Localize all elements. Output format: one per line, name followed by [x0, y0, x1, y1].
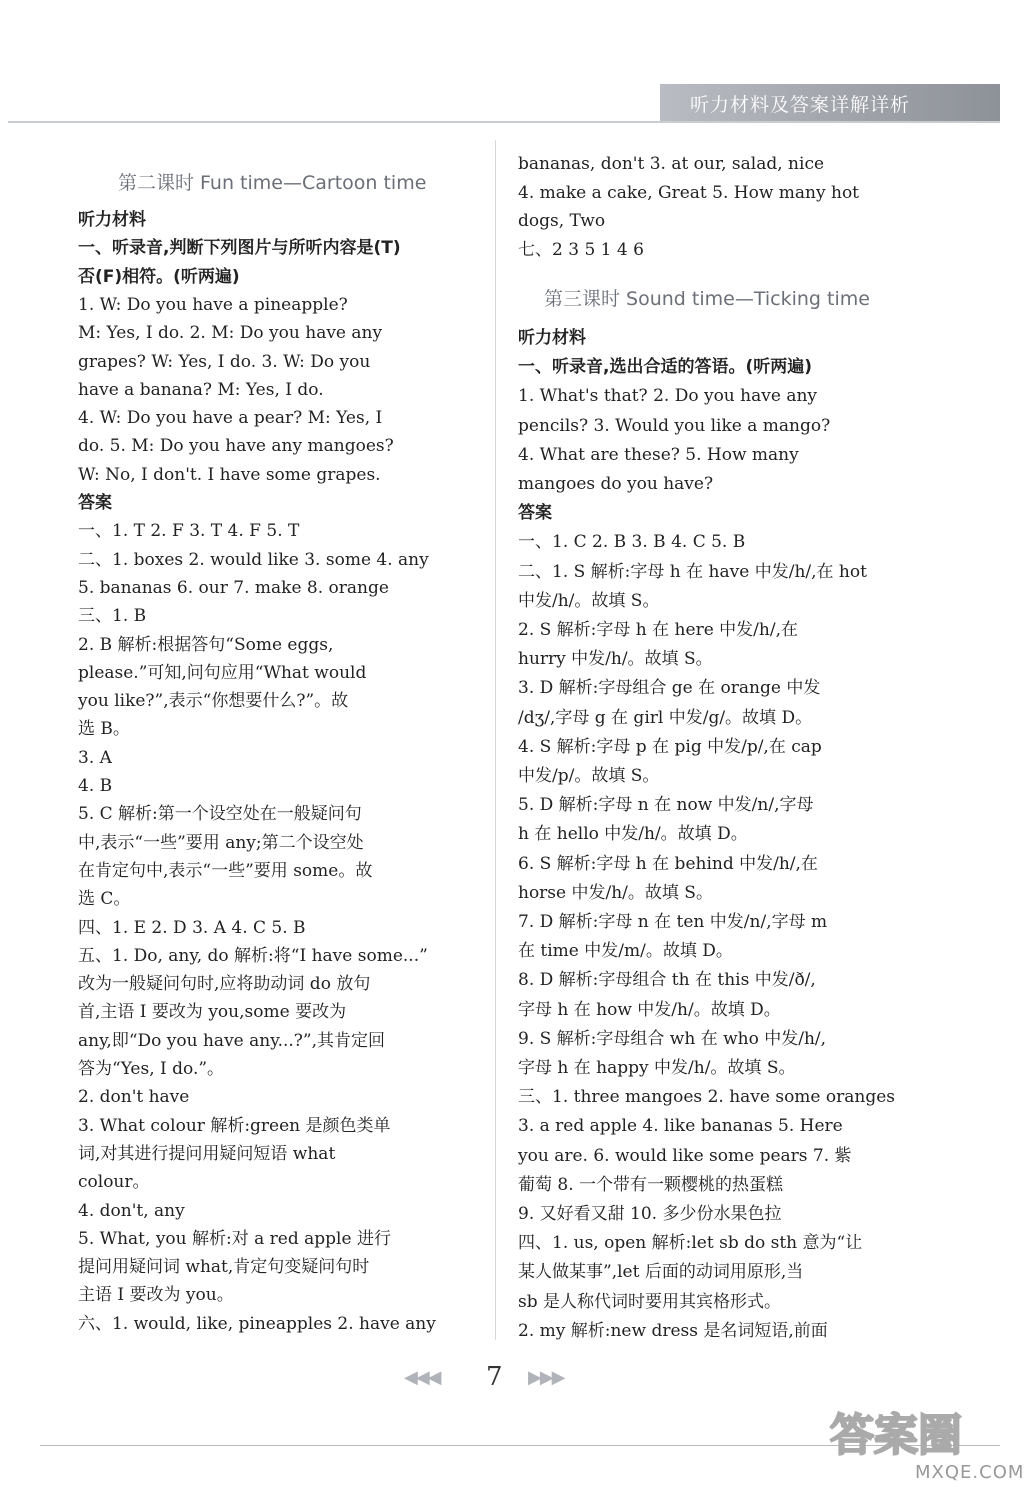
section-title-lesson-2: 第二课时 Fun time—Cartoon time [118, 172, 427, 194]
watermark-site: MXQE.COM [915, 1462, 1024, 1483]
left-text-line: 1. W: Do you have a pineapple? [78, 294, 348, 315]
left-text-line: 二、1. boxes 2. would like 3. some 4. any [78, 549, 429, 570]
left-text-line: 答为“Yes, I do.”。 [78, 1059, 225, 1079]
right-text-line: 在 time 中发/m/。故填 D。 [518, 941, 733, 962]
right-top-text-line: 4. make a cake, Great 5. How many hot [518, 182, 860, 203]
left-text-line: 一、听录音,判断下列图片与所听内容是(T) [78, 238, 401, 259]
right-text-line: 三、1. three mangoes 2. have some oranges [518, 1087, 895, 1108]
right-text-line: 6. S 解析:字母 h 在 behind 中发/h/,在 [518, 853, 818, 874]
right-text-line: h 在 hello 中发/h/。故填 D。 [518, 824, 748, 845]
right-text-line: 9. S 解析:字母组合 wh 在 who 中发/h/, [518, 1028, 827, 1049]
left-text-line: please.”可知,问句应用“What would [78, 662, 367, 683]
left-text-line: 5. What, you 解析:对 a red apple 进行 [78, 1228, 391, 1249]
right-text-line: 5. D 解析:字母 n 在 now 中发/n/,字母 [518, 795, 814, 816]
left-text-line: you like?”,表示“你想要什么?”。故 [78, 691, 349, 712]
left-text-line: 三、1. B [78, 606, 147, 627]
right-text-line: 一、听录音,选出合适的答语。(听两遍) [518, 357, 812, 378]
left-text-line: 四、1. E 2. D 3. A 4. C 5. B [78, 917, 306, 938]
right-text-line: /dʒ/,字母 g 在 girl 中发/g/。故填 D。 [518, 707, 813, 728]
left-text-line: do. 5. M: Do you have any mangoes? [78, 436, 394, 457]
left-text-line: 4. W: Do you have a pear? M: Yes, I [78, 408, 383, 429]
page-number: 7 [486, 1362, 503, 1392]
right-text-line: 中发/h/。故填 S。 [518, 590, 660, 611]
left-text-line: 4. B [78, 776, 113, 796]
left-text-line: 答案 [78, 493, 112, 513]
right-top-text-line: bananas, don't 3. at our, salad, nice [518, 154, 825, 174]
left-text-line: 选 B。 [78, 719, 130, 740]
right-text-line: 一、1. C 2. B 3. B 4. C 5. B [518, 532, 746, 553]
right-top-text-line: 七、2 3 5 1 4 6 [518, 239, 644, 260]
left-text-line: 主语 I 要改为 you。 [78, 1285, 234, 1306]
right-text-line: 二、1. S 解析:字母 h 在 have 中发/h/,在 hot [518, 561, 867, 582]
left-text-line: 3. What colour 解析:green 是颜色类单 [78, 1115, 391, 1136]
right-top-text-line: dogs, Two [518, 211, 606, 231]
right-text-line: sb 是人称代词时要用其宾格形式。 [518, 1291, 782, 1312]
right-text-line: 字母 h 在 how 中发/h/。故填 D。 [518, 999, 781, 1020]
left-text-line: 选 C。 [78, 889, 131, 910]
right-text-line: 8. D 解析:字母组合 th 在 this 中发/ð/, [518, 970, 816, 991]
header-divider [8, 121, 1000, 123]
right-text-line: 3. a red apple 4. like bananas 5. Here [518, 1116, 843, 1137]
left-text-line: 2. B 解析:根据答句“Some eggs, [78, 634, 334, 655]
column-divider [495, 140, 496, 1340]
section-title-lesson-3: 第三课时 Sound time—Ticking time [544, 288, 870, 310]
right-text-line: 字母 h 在 happy 中发/h/。故填 S。 [518, 1058, 796, 1078]
left-text-line: W: No, I don't. I have some grapes. [78, 464, 381, 485]
right-text-line: horse 中发/h/。故填 S。 [518, 882, 713, 903]
right-text-line: 某人做某事”,let 后面的动词用原形,当 [518, 1262, 804, 1283]
left-text-line: grapes? W: Yes, I do. 3. W: Do you [78, 351, 371, 372]
left-text-line: 改为一般疑问句时,应将助动词 do 放句 [78, 974, 371, 995]
right-text-line: 中发/p/。故填 S。 [518, 766, 660, 786]
right-text-line: you are. 6. would like some pears 7. 紫 [518, 1145, 852, 1166]
left-text-line: 首,主语 I 要改为 you,some 要改为 [78, 1002, 347, 1023]
left-text-line: 3. A [78, 747, 112, 768]
right-text-line: 葡萄 8. 一个带有一颗樱桃的热蛋糕 [518, 1174, 784, 1195]
left-text-line: 2. don't have [78, 1087, 190, 1108]
watermark-logo [820, 1400, 990, 1470]
left-text-line: 词,对其进行提问用疑问短语 what [78, 1143, 336, 1164]
right-text-line: pencils? 3. Would you like a mango? [518, 415, 831, 436]
left-text-line: 中,表示“一些”要用 any;第二个设空处 [78, 832, 364, 853]
left-text-line: 否(F)相符。(听两遍) [78, 266, 240, 287]
left-text-line: 在肯定句中,表示“一些”要用 some。故 [78, 860, 373, 881]
watermark-logo-text: 答案圈 [830, 1410, 962, 1461]
left-text-line: 提问用疑问词 what,肯定句变疑问句时 [78, 1257, 370, 1278]
left-text-line: 5. C 解析:第一个设空处在一般疑问句 [78, 804, 362, 825]
left-text-line: 一、1. T 2. F 3. T 4. F 5. T [78, 521, 300, 542]
right-text-line: 2. S 解析:字母 h 在 here 中发/h/,在 [518, 620, 798, 640]
left-text-line: any,即“Do you have any...?”,其肯定回 [78, 1030, 385, 1051]
right-text-line: 4. S 解析:字母 p 在 pig 中发/p/,在 cap [518, 736, 822, 757]
right-text-line: 4. What are these? 5. How many [518, 444, 799, 465]
right-text-line: 听力材料 [518, 328, 586, 348]
page-next-arrows: ▶▶▶ [528, 1367, 564, 1388]
header-title: 听力材料及答案详解详析 [690, 94, 911, 116]
right-text-line: 1. What's that? 2. Do you have any [518, 386, 818, 407]
left-text-line: 听力材料 [78, 210, 146, 230]
right-text-line: 7. D 解析:字母 n 在 ten 中发/n/,字母 m [518, 912, 828, 932]
left-text-line: 5. bananas 6. our 7. make 8. orange [78, 577, 389, 598]
right-text-line: 3. D 解析:字母组合 ge 在 orange 中发 [518, 678, 821, 699]
right-text-line: mangoes do you have? [518, 474, 714, 494]
left-text-line: M: Yes, I do. 2. M: Do you have any [78, 323, 383, 344]
left-text-line: 4. don't, any [78, 1200, 185, 1221]
left-text-line: have a banana? M: Yes, I do. [78, 379, 324, 400]
page-prev-arrows: ◀◀◀ [404, 1367, 440, 1388]
right-text-line: 答案 [518, 503, 552, 524]
right-text-line: 2. my 解析:new dress 是名词短语,前面 [518, 1320, 828, 1341]
right-text-line: 9. 又好看又甜 10. 多少份水果色拉 [518, 1204, 782, 1224]
left-text-line: 五、1. Do, any, do 解析:将“I have some...” [78, 945, 428, 966]
left-text-line: colour。 [78, 1172, 150, 1193]
right-text-line: hurry 中发/h/。故填 S。 [518, 649, 713, 670]
left-text-line: 六、1. would, like, pineapples 2. have any [78, 1313, 436, 1334]
right-text-line: 四、1. us, open 解析:let sb do sth 意为“让 [518, 1233, 863, 1254]
